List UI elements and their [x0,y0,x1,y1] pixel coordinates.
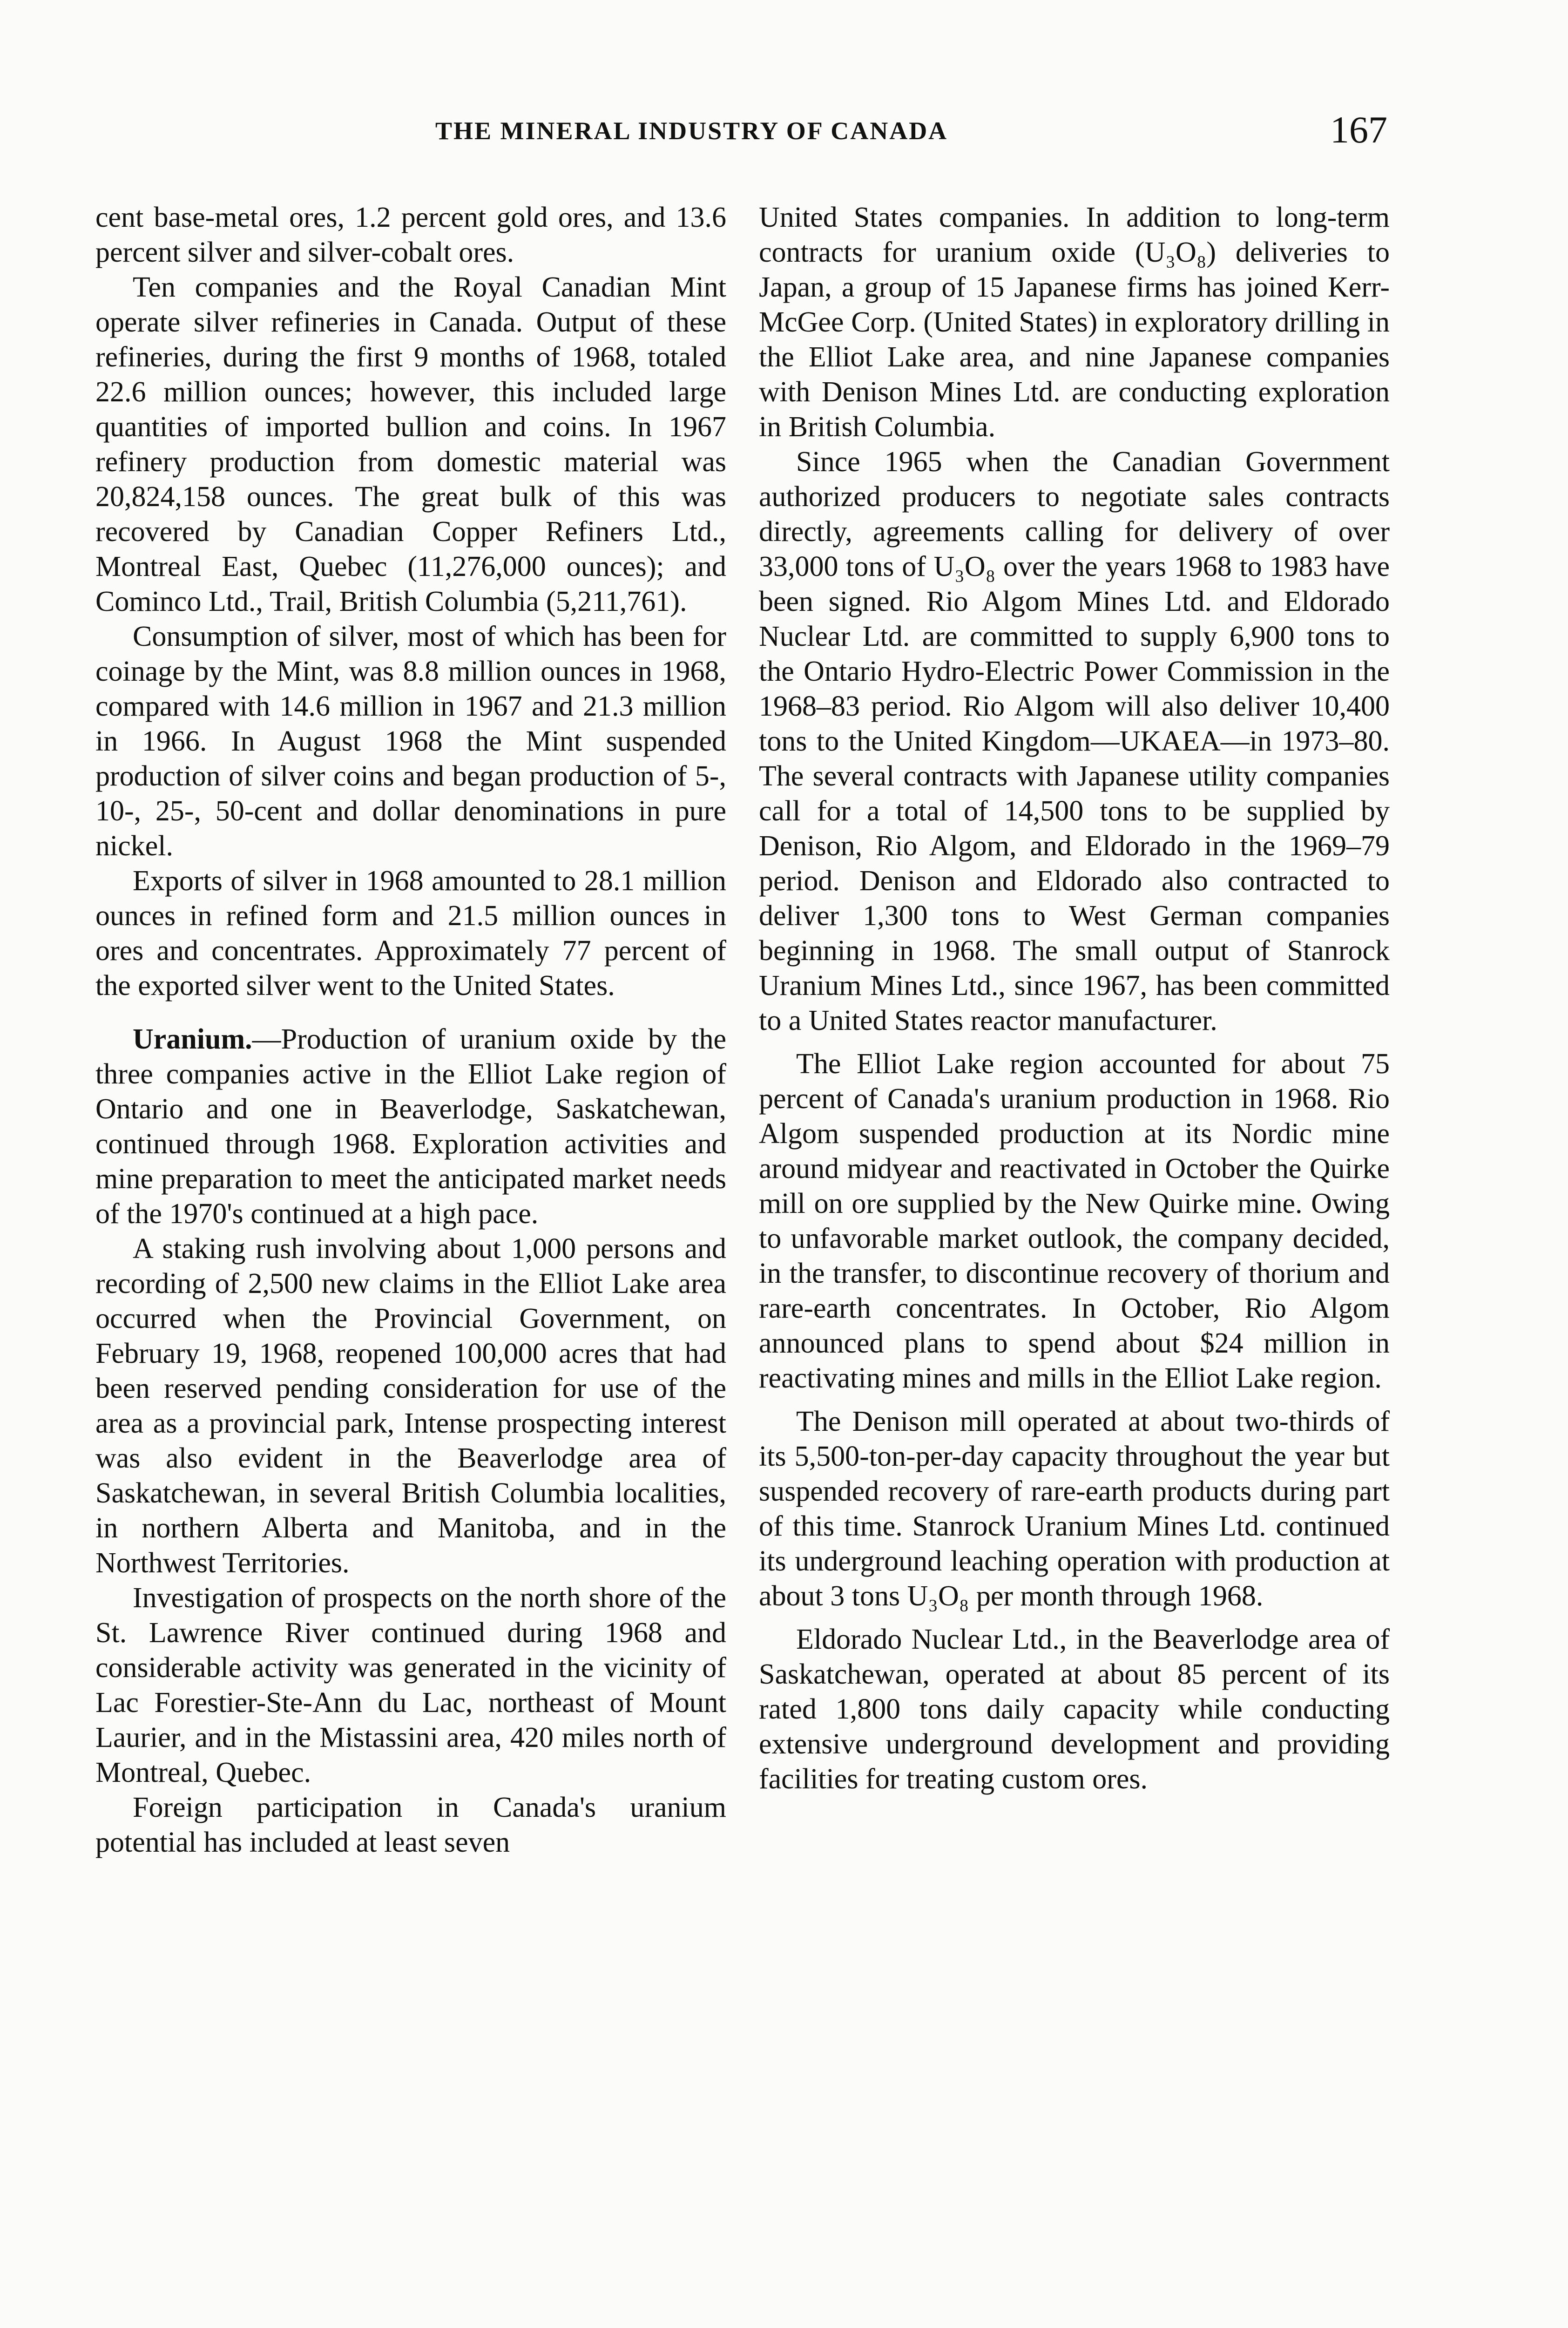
running-head: THE MINERAL INDUSTRY OF CANADA [435,117,948,145]
paragraph: Foreign participation in Canada's uranium potential has included at least seven [95,1792,726,1858]
paragraph: United States companies. In addition to long-term contracts for uranium oxide (U₃O₈) deliveries to Japan, a group of 15 Japanese firms has joined Kerr-McGee Corp. (United States) in exploratory drilling in the Elliot Lake area, and nine Japanese companies with Denison Mines Ltd. are conducting exploration in British Columbia. [759,202,1390,443]
paragraph: Exports of silver in 1968 amounted to 28.1 million ounces in refined form and 21.5 million ounces in ores and concentrates. Approximately 77 percent of the exported silver went to the United States. [95,865,726,1002]
section-heading-uranium: Uranium. [133,1023,252,1055]
paragraph: Consumption of silver, most of which has been for coinage by the Mint, was 8.8 million ounces in 1968, compared with 14.6 million in 1967 and 21.3 million in 1966. In August 1968 the Mint suspended production of silver coins and began production of 5-, 10-, 25-, 50-cent and dollar denominations in pure nickel. [95,621,726,862]
page-number: 167 [1330,108,1387,151]
left-column [95,200,726,1860]
right-column [759,200,1390,1797]
paragraph: Eldorado Nuclear Ltd., in the Beaverlodge area of Saskatchewan, operated at about 85 percent of its rated 1,800 tons daily capacity while conducting extensive underground development and providing facilities for treating custom ores. [759,1624,1390,1795]
paragraph: The Elliot Lake region accounted for about 75 percent of Canada's uranium production in 1968. Rio Algom suspended production at its Nordic mine around midyear and reactivated in October the Quirke mill on ore supplied by the New Quirke mine. Owing to unfavorable market outlook, the company decided, in the transfer, to discontinue recovery of thorium and rare-earth concentrates. In October, Rio Algom announced plans to spend about $24 million in reactivating mines and mills in the Elliot Lake region. [759,1048,1390,1394]
paragraph: Since 1965 when the Canadian Government authorized producers to negotiate sales contracts directly, agreements calling for delivery of over 33,000 tons of U₃O₈ over the years 1968 to 1983 have been signed. Rio Algom Mines Ltd. and Eldorado Nuclear Ltd. are committed to supply 6,900 tons to the Ontario Hydro-Electric Power Commission in the 1968–83 period. Rio Algom will also deliver 10,400 tons to the United Kingdom—UKAEA—in 1973–80. The several contracts with Japanese utility companies call for a total of 14,500 tons to be supplied by Denison, Rio Algom, and Eldorado in the 1969–79 period. Denison and Eldorado also contracted to deliver 1,300 tons to West German companies beginning in 1968. The small output of Stanrock Uranium Mines Ltd., since 1967, has been committed to a United States reactor manufacturer. [759,446,1390,1036]
paragraph-text: —Production of uranium oxide by the three companies active in the Elliot Lake region of Ontario and one in Beaverlodge, Saskatchewan, continued through 1968. Exploration activities and mine preparation to meet the anticipated market needs of the 1970's continued at a high pace. [95,1023,726,1230]
paragraph: A staking rush involving about 1,000 persons and recording of 2,500 new claims in the Elliot Lake area occurred when the Provincial Government, on February 19, 1968, reopened 100,000 acres that had been reserved pending consideration for use of the area as a provincial park, Intense prospecting interest was also evident in the Beaverlodge area of Saskatchewan, in several British Columbia localities, in northern Alberta and Manitoba, and in the Northwest Territories. [95,1233,726,1579]
paragraph: cent base-metal ores, 1.2 percent gold ores, and 13.6 percent silver and silver-cobalt ores. [95,202,726,268]
page-header [93,108,1387,159]
uranium-paragraph [95,1022,726,1232]
paragraph: The Denison mill operated at about two-thirds of its 5,500-ton-per-day capacity throughout the year but suspended recovery of rare-earth products during part of this time. Stanrock Uranium Mines Ltd. continued its underground leaching operation with production at about 3 tons U₃O₈ per month through 1968. [759,1406,1390,1612]
paragraph: Ten companies and the Royal Canadian Mint operate silver refineries in Canada. Output of these refineries, during the first 9 months of 1968, totaled 22.6 million ounces; however, this included large quantities of imported bullion and coins. In 1967 refinery production from domestic material was 20,824,158 ounces. The great bulk of this was recovered by Canadian Copper Refiners Ltd., Montreal East, Quebec (11,276,000 ounces); and Cominco Ltd., Trail, British Columbia (5,211,761). [95,271,726,617]
paragraph: Investigation of prospects on the north shore of the St. Lawrence River continued during 1968 and considerable activity was generated in the vicinity of Lac Forestier-Ste-Ann du Lac, northeast of Mount Laurier, and in the Mistassini area, 420 miles north of Montreal, Quebec. [95,1582,726,1788]
